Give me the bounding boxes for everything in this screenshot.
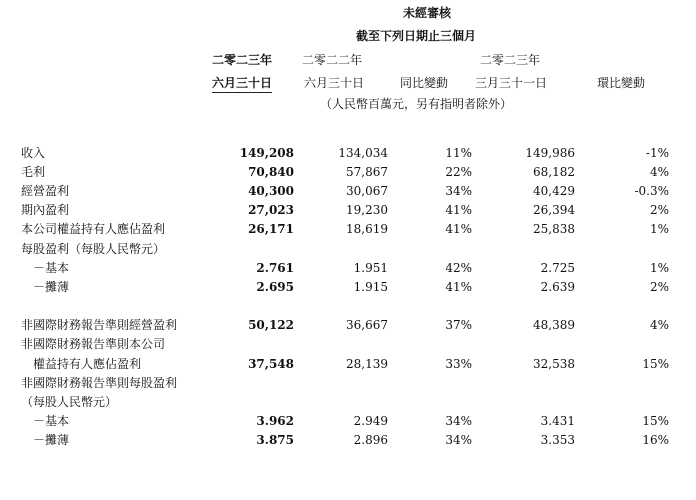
row-label: 毛利: [21, 164, 46, 179]
value-v2: [294, 297, 388, 316]
value-v5: 1%: [649, 222, 669, 237]
table-row: [19, 316, 669, 335]
value-v1: 70,840: [248, 164, 294, 179]
value-v3: 11%: [445, 145, 472, 160]
value-v2: [294, 239, 388, 258]
value-v2: 57,867: [346, 164, 388, 179]
financial-table: [19, 143, 669, 450]
value-v4: [472, 297, 575, 316]
value-v5: 4%: [649, 318, 669, 333]
col1-header-line2: 六月三十日: [212, 76, 273, 90]
value-v2: 36,667: [346, 318, 388, 333]
value-v5: [575, 239, 669, 258]
row-label-cell: [19, 239, 224, 258]
value-v2: 2.896: [353, 433, 388, 448]
col4-header-line1: 二零二三年: [480, 53, 541, 67]
value-v4: 32,538: [533, 356, 575, 371]
table-row: [19, 354, 669, 373]
row-label-cell: [19, 181, 224, 200]
value-v3: 34%: [445, 433, 472, 448]
row-label: 每股盈利（每股人民幣元）: [21, 241, 166, 256]
value-v3: [388, 392, 472, 411]
row-label-cell: [19, 258, 224, 277]
value-v3: [388, 239, 472, 258]
value-v2: 1.915: [353, 279, 388, 294]
value-v1: [224, 373, 294, 392]
col2-header-line1: 二零二二年: [302, 53, 363, 67]
value-v4: 26,394: [533, 203, 575, 218]
value-v1: [224, 297, 294, 316]
row-label-cell: [19, 143, 224, 162]
table-row: [19, 162, 669, 181]
value-v3: 42%: [445, 260, 472, 275]
value-v3: [388, 297, 472, 316]
value-v3: 41%: [445, 279, 472, 294]
value-v2: [294, 335, 388, 354]
value-v3: 33%: [445, 356, 472, 371]
value-v1: [224, 335, 294, 354]
unit-note: （人民幣百萬元，另有指明者除外）: [320, 97, 513, 111]
value-v4: 149,986: [525, 145, 575, 160]
row-label: 非國際財務報告準則經營盈利: [21, 318, 178, 333]
group-subtitle: 截至下列日期止三個月: [356, 29, 477, 43]
value-v1: [224, 239, 294, 258]
value-v4: 25,838: [533, 222, 575, 237]
value-v4: [472, 373, 575, 392]
table-row: [19, 392, 669, 411]
row-label-cell: [19, 335, 224, 354]
value-v4: 2.639: [540, 279, 575, 294]
value-v2: [294, 373, 388, 392]
table-row: [19, 258, 669, 277]
table-row: [19, 201, 669, 220]
table-row: [19, 239, 669, 258]
table-body: [19, 143, 669, 450]
value-v4: [472, 392, 575, 411]
table-row: [19, 143, 669, 162]
row-label-cell: [19, 220, 224, 239]
value-v1: [224, 392, 294, 411]
value-v1: 3.875: [256, 433, 294, 448]
table-row: [19, 277, 669, 296]
value-v3: [388, 373, 472, 392]
value-v3: 41%: [445, 222, 472, 237]
value-v4: 3.353: [540, 433, 575, 448]
table-row: [19, 181, 669, 200]
value-v5: 16%: [642, 433, 669, 448]
row-label-cell: [19, 316, 224, 335]
value-v1: 50,122: [248, 318, 294, 333]
value-v1: 2.761: [256, 260, 294, 275]
row-label-cell: [19, 373, 224, 392]
row-label-cell: [19, 201, 224, 220]
row-label-cell: [19, 412, 224, 431]
value-v5: -0.3%: [634, 183, 669, 198]
value-v3: 34%: [445, 183, 472, 198]
value-v4: 68,182: [533, 164, 575, 179]
value-v5: [575, 392, 669, 411]
col4-header-line2: 三月三十一日: [475, 76, 548, 90]
row-label-cell: [19, 354, 224, 373]
row-label: 權益持有人應佔盈利: [33, 356, 142, 371]
row-label-cell: [19, 162, 224, 181]
row-label-cell: [19, 297, 224, 316]
value-v1: 37,548: [248, 356, 294, 371]
value-v3: 22%: [445, 164, 472, 179]
row-label: 經營盈利: [21, 183, 70, 198]
value-v5: 2%: [649, 203, 669, 218]
row-label: （每股人民幣元）: [21, 395, 118, 410]
table-row: [19, 297, 669, 316]
row-label: 收入: [21, 145, 46, 160]
value-v2: 28,139: [346, 356, 388, 371]
table-row: [19, 335, 669, 354]
value-v5: 1%: [649, 260, 669, 275]
value-v1: 27,023: [248, 203, 294, 218]
group-title: 未經審核: [403, 6, 452, 20]
value-v5: [575, 297, 669, 316]
value-v4: [472, 239, 575, 258]
value-v3: 34%: [445, 414, 472, 429]
value-v2: 134,034: [338, 145, 388, 160]
col2-header-line2: 六月三十日: [304, 76, 365, 90]
row-label: －攤薄: [33, 279, 70, 294]
value-v5: 15%: [642, 356, 669, 371]
value-v1: 40,300: [248, 183, 294, 198]
value-v3: 41%: [445, 203, 472, 218]
value-v5: 15%: [642, 414, 669, 429]
value-v4: 2.725: [540, 260, 575, 275]
value-v4: 48,389: [533, 318, 575, 333]
row-label-cell: [19, 431, 224, 450]
table-row: [19, 431, 669, 450]
value-v1: 26,171: [248, 222, 294, 237]
row-label: －攤薄: [33, 433, 70, 448]
value-v2: 1.951: [353, 260, 388, 275]
row-label: 期內盈利: [21, 203, 70, 218]
value-v2: 30,067: [346, 183, 388, 198]
row-label: 非國際財務報告準則每股盈利: [21, 375, 178, 390]
value-v3: [388, 335, 472, 354]
row-label-cell: [19, 392, 224, 411]
value-v4: 40,429: [533, 183, 575, 198]
row-label: －基本: [33, 414, 70, 429]
value-v5: 4%: [649, 164, 669, 179]
row-label: 非國際財務報告準則本公司: [21, 337, 166, 352]
row-label: －基本: [33, 260, 70, 275]
value-v2: [294, 392, 388, 411]
table-row: [19, 412, 669, 431]
value-v1: 3.962: [256, 414, 294, 429]
col5-header: 環比變動: [597, 76, 646, 90]
value-v2: 18,619: [346, 222, 388, 237]
value-v3: 37%: [445, 318, 472, 333]
table-row: [19, 373, 669, 392]
row-label-cell: [19, 277, 224, 296]
value-v1: 149,208: [239, 145, 294, 160]
col1-header-line1: 二零二三年: [212, 53, 273, 67]
value-v5: [575, 373, 669, 392]
value-v2: 19,230: [346, 203, 388, 218]
value-v5: [575, 335, 669, 354]
col3-header: 同比變動: [400, 76, 449, 90]
table-row: [19, 220, 669, 239]
row-label: 本公司權益持有人應佔盈利: [21, 222, 166, 237]
value-v2: 2.949: [353, 414, 388, 429]
value-v4: 3.431: [540, 414, 575, 429]
col1-header-underline: [212, 92, 272, 93]
value-v5: -1%: [645, 145, 669, 160]
value-v5: 2%: [649, 279, 669, 294]
value-v4: [472, 335, 575, 354]
value-v1: 2.695: [256, 279, 294, 294]
